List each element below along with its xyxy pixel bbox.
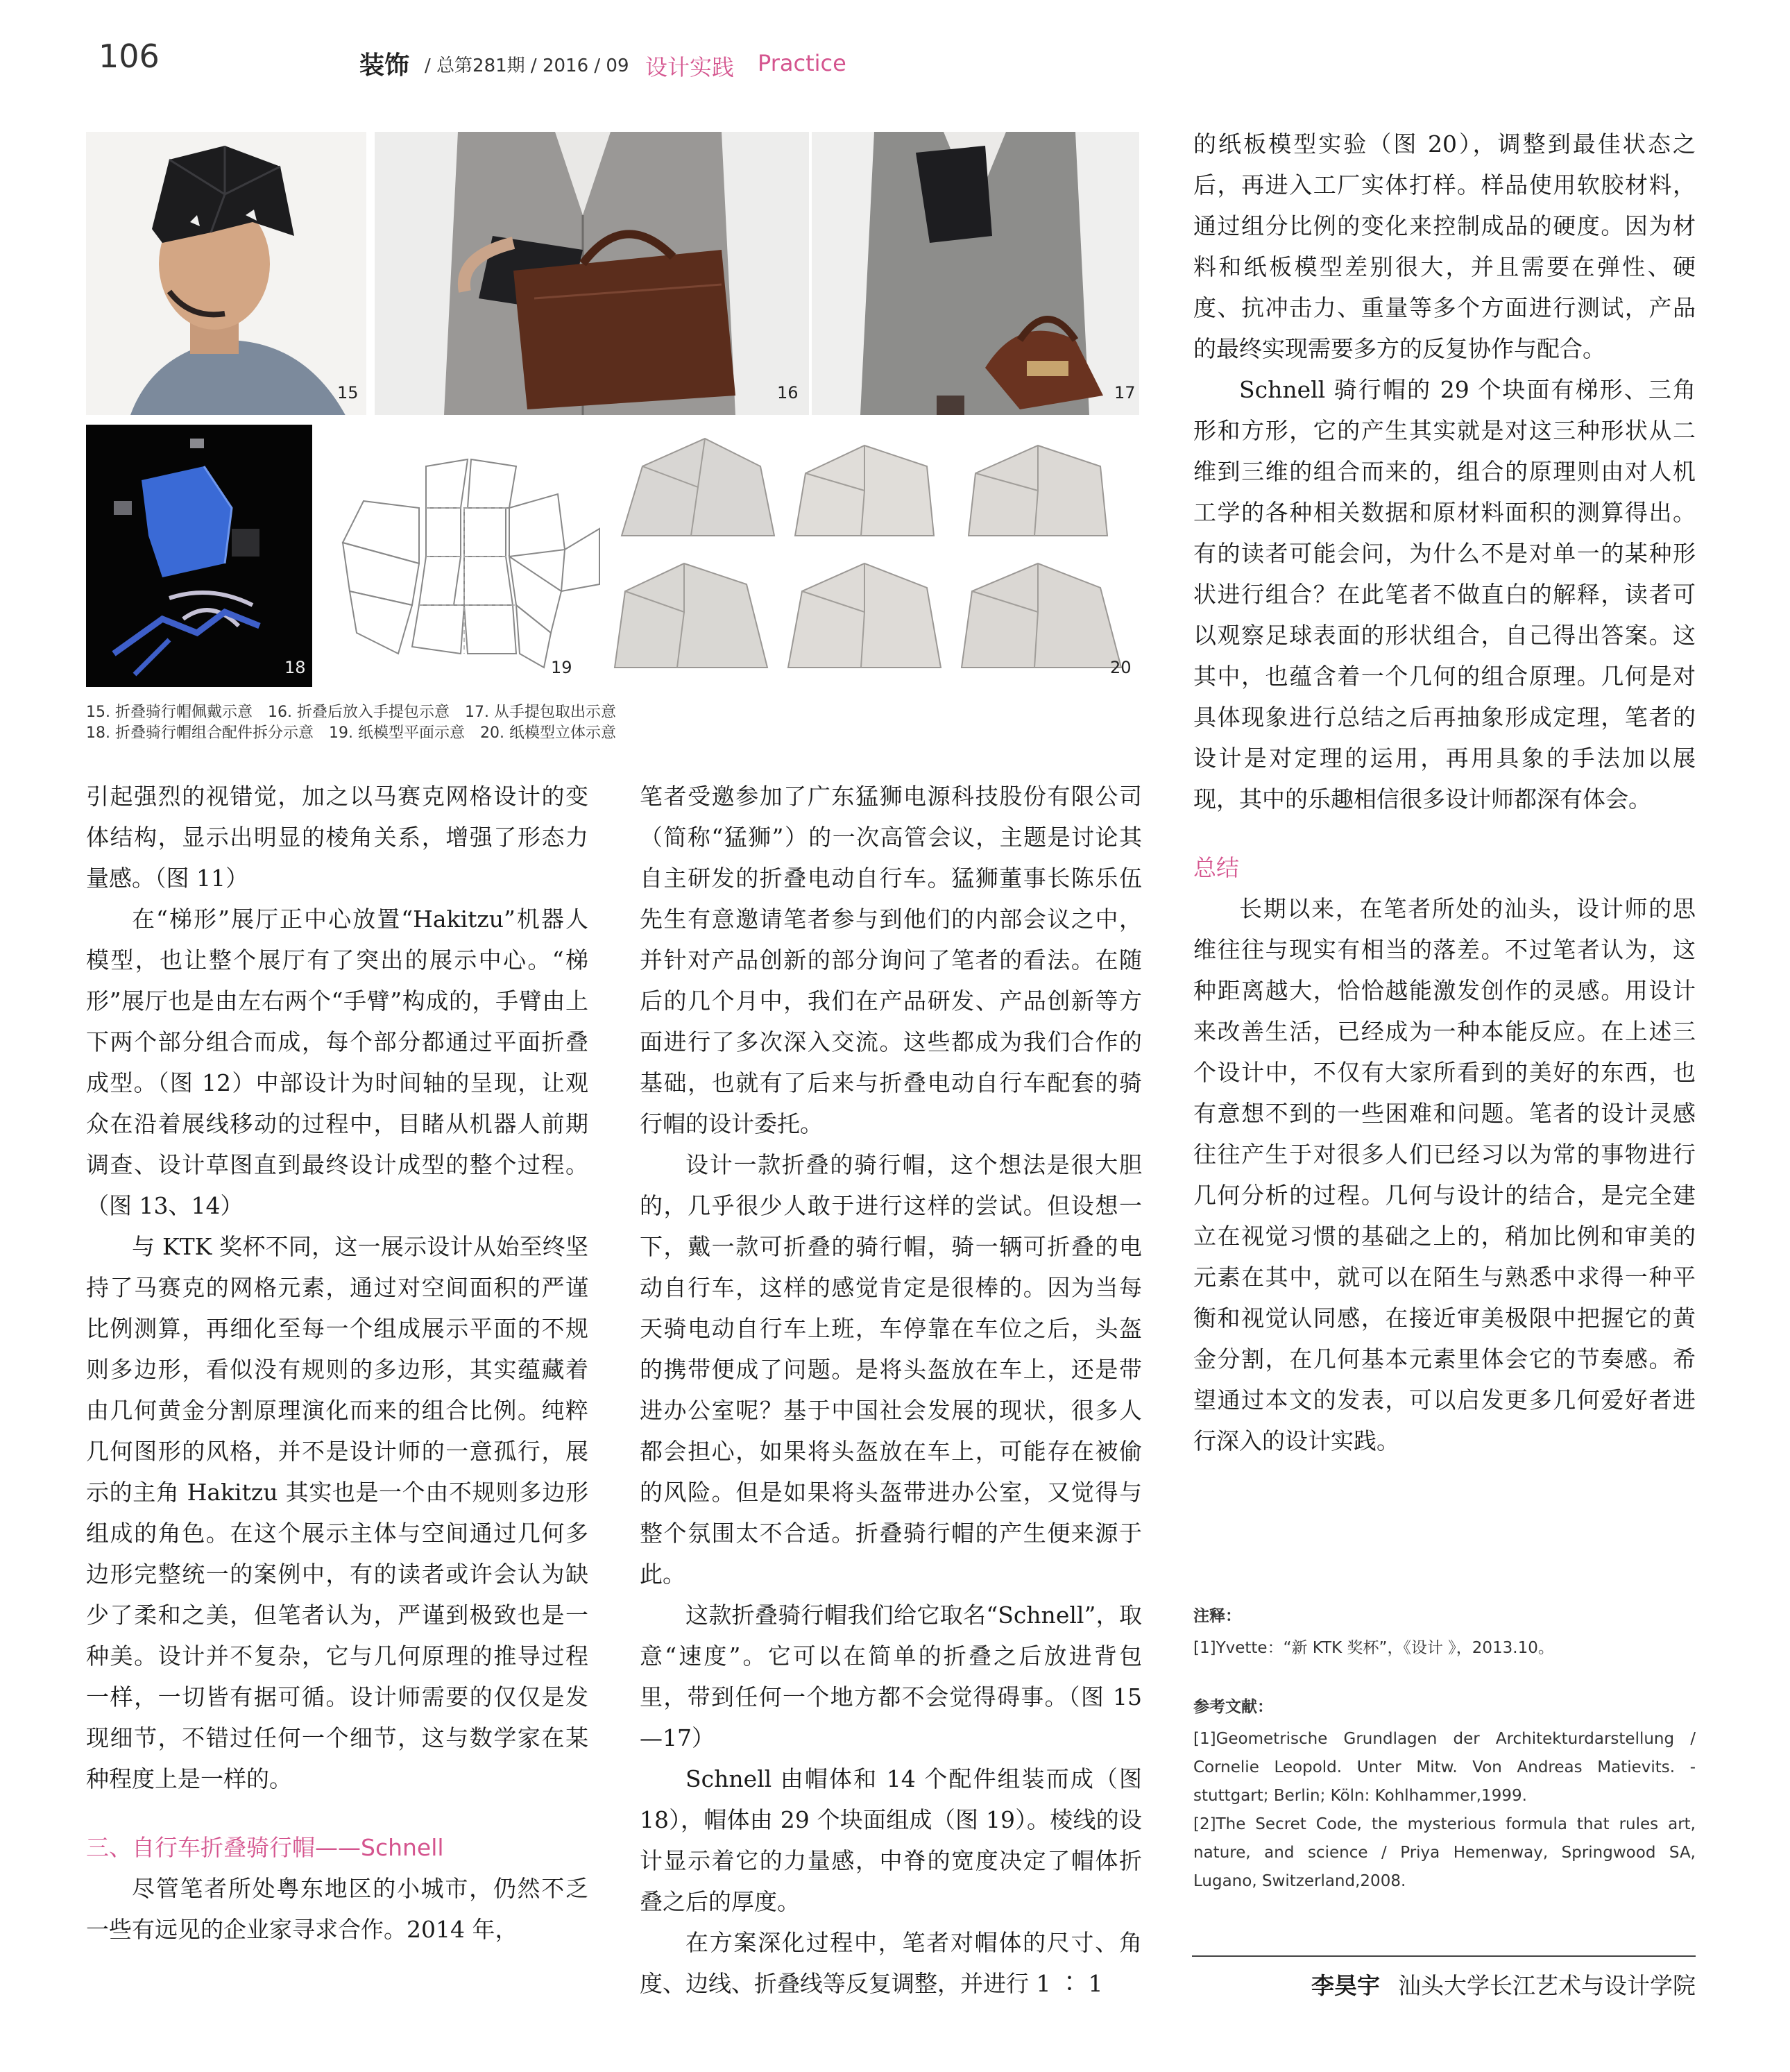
col3-paragraph-3: 长期以来，在笔者所处的汕头，设计师的思维往往与现实有相当的落差。不过笔者认为，这种距离越大，恰恰越能激发创作的灵感。用设计来改善生活，已经成为一种本能反应。在上述三个设计中，不仅有大家所看到的美好的东西，也有意想不到的一些困难和问题。笔者的设计灵感往往产生于对很多人们已经习以为常的事物进行几何分析的过程。几何与设计的结合，是完全建立在视觉习惯的基础之上的，稍加比例和审美的元素在其中，就可以在陌生与熟悉中求得一种平衡和视觉认同感，在接近审美极限中把握它的黄金分割，在几何基本元素里体会它的节奏感。希望通过本文的发表，可以启发更多几何爱好者进行深入的设计实践。: [1193, 895, 1696, 1454]
col3-paragraph-2: Schnell 骑行帽的 29 个块面有梯形、三角形和方形，它的产生其实就是对这三种形状从二维到三维的组合而来的，组合的原理则由对人机工学的各种相关数据和原材料面积的测算得出。有的读者可能会问，为什么不是对单一的某种形状进行组合？在此笔者不做直白的解释，读者可以观察足球表面的形状组合，自己得出答案。这其中，也蕴含着一个几何的组合原理。几何是对具体现象进行总结之后再抽象形成定理，笔者的设计是对定理的运用，再用具象的手法加以展现，其中的乐趣相信很多设计师都深有体会。: [1193, 376, 1696, 813]
issue-info: / 总第281期 / 2016 / 09: [425, 56, 629, 76]
section-heading-schnell: 三、自行车折叠骑行帽——Schnell: [86, 1834, 444, 1861]
paper-model-2: [795, 445, 934, 536]
author-byline: [1311, 1968, 1696, 2001]
byline-divider: [1192, 1955, 1696, 1957]
paper-models-illustration: [608, 425, 1146, 687]
figure-20-paper-models-photo: [608, 425, 1146, 687]
references-label: 参考文献：: [1193, 1698, 1273, 1716]
figure-15-helmet-wearing-photo: [86, 132, 366, 415]
figure-captions: [86, 702, 710, 744]
author-name: 李昊宇: [1311, 1972, 1380, 1999]
col3-paragraph-1: 的纸板模型实验（图 20），调整到最佳状态之后，再进入工厂实体打样。样品使用软胶材料，通过组分比例的变化来控制成品的硬度。因为材料和纸板模型差别很大，并且需要在弹性、硬度、抗冲击力、重量等多个方面进行测试，产品的最终实现需要多方的反复协作与配合。: [1193, 130, 1696, 362]
col1-paragraph-1: 引起强烈的视错觉，加之以马赛克网格设计的变体结构，显示出明显的棱角关系，增强了形态力量感。（图 11）: [86, 783, 588, 892]
col2-paragraph-3: 这款折叠骑行帽我们给它取名“Schnell”，取意“速度”。它可以在简单的折叠之后放进背包里，带到任何一个地方都不会觉得碍事。（图 15—17）: [640, 1602, 1142, 1751]
col2-paragraph-5: 在方案深化过程中，笔者对帽体的尺寸、角度、边线、折叠线等反复调整，并进行 1 ∶ 1: [640, 1929, 1142, 1997]
bag-remove-illustration: [812, 132, 1139, 415]
notes-label: 注释：: [1193, 1607, 1241, 1625]
col1-paragraph-4: 尽管笔者所处粤东地区的小城市，仍然不乏一些有远见的企业家寻求合作。2014 年，: [86, 1875, 588, 1943]
figure-16-putting-into-bag-photo: [375, 132, 809, 415]
figure-20-number: 20: [1110, 658, 1132, 677]
figure-18-number: 18: [284, 658, 306, 677]
figure-17-number: 17: [1114, 383, 1136, 402]
paper-model-6: [962, 563, 1121, 668]
paper-model-5: [788, 563, 941, 668]
text-column-2: [640, 776, 1142, 2004]
col1-paragraph-3: 与 KTK 奖杯不同，这一展示设计从始至终坚持了马赛克的网格元素，通过对空间面积的严谨比例测算，再细化至每一个组成展示平面的不规则多边形，看似没有规则的多边形，其实蕴藏着由几何黄金分割原理演化而来的组合比例。纯粹几何图形的风格，并不是设计师的一意孤行，展示的主角 Hakitzu 其实也是一个由不规则多边形组成的角色。在这个展示主体与空间通过几何多边形完整统一的案例中，有的读者或许会认为缺少了柔和之美，但笔者认为，严谨到极致也是一种美。设计并不复杂，它与几何原理的推导过程一样，一切皆有据可循。设计师需要的仅仅是发现细节，不错过任何一个细节，这与数学家在某种程度上是一样的。: [86, 1233, 588, 1792]
bag-insert-illustration: [375, 132, 809, 415]
text-column-3: [1193, 124, 1696, 1461]
figure-19-flat-pattern-diagram: [322, 425, 605, 687]
reference-2: [2]The Secret Code, the mysterious formula that rules art, nature, and science / Priya Hemenway, Springwood SA, Lugano, Switzerland,2008.: [1193, 1815, 1696, 1890]
figure-19-number: 19: [551, 658, 572, 677]
col2-paragraph-2: 设计一款折叠的骑行帽，这个想法是很大胆的，几乎很少人敢于进行这样的尝试。但设想一下，戴一款可折叠的骑行帽，骑一辆可折叠的电动自行车，这样的感觉肯定是很棒的。因为当每天骑电动自行车上班，车停靠在车位之后，头盔的携带便成了问题。是将头盔放在车上，还是带进办公室呢？基于中国社会发展的现状，很多人都会担心，如果将头盔放在车上，可能存在被偷的风险。但是如果将头盔带进办公室，又觉得与整个氛围太不合适。折叠骑行帽的产生便来源于此。: [640, 1151, 1142, 1588]
magazine-name: 装饰: [359, 51, 410, 80]
col2-paragraph-4: Schnell 由帽体和 14 个配件组装而成（图 18），帽体由 29 个块面组成（图 19）。棱线的设计显示着它的力量感，中脊的宽度决定了帽体折叠之后的厚度。: [640, 1765, 1142, 1915]
figure-16-number: 16: [777, 383, 799, 402]
references-block: [1193, 1694, 1696, 1896]
reference-1: [1]Geometrische Grundlagen der Architekturdarstellung / Cornelie Leopold. Unter Mitw. Von Andreas Matievits. - stuttgart; Berlin; Köln: Kohlhammer,1999.: [1193, 1730, 1696, 1805]
caption-line-1: 15. 折叠骑行帽佩戴示意 16. 折叠后放入手提包示意 17. 从手提包取出示意: [86, 704, 616, 721]
col1-paragraph-2: 在“梯形”展厅正中心放置“Hakitzu”机器人模型，也让整个展厅有了突出的展示中心。“梯形”展厅也是由左右两个“手臂”构成的，手臂由上下两个部分组合而成，每个部分都通过平面折叠成型。（图 12）中部设计为时间轴的呈现，让观众在沿着展线移动的过程中，目睹从机器人前期调查、设计草图直到最终设计成型的整个过程。（图 13、14）: [86, 906, 588, 1219]
caption-line-2: 18. 折叠骑行帽组合配件拆分示意 19. 纸模型平面示意 20. 纸模型立体示意: [86, 724, 616, 742]
paper-model-3: [969, 445, 1107, 536]
text-column-1: [86, 776, 588, 1950]
paper-model-1: [622, 439, 774, 536]
helmet-wearer-illustration: [86, 132, 366, 415]
figure-18-exploded-parts-render: [86, 425, 312, 687]
col2-paragraph-1: 笔者受邀参加了广东猛狮电源科技股份有限公司（简称“猛狮”）的一次高管会议，主题是讨论其自主研发的折叠电动自行车。猛狮董事长陈乐伍先生有意邀请笔者参与到他们的内部会议之中，并针对产品创新的部分询问了笔者的看法。在随后的几个月中，我们在产品研发、产品创新等方面进行了多次深入交流。这些都成为我们合作的基础，也就有了后来与折叠电动自行车配套的骑行帽的设计委托。: [640, 783, 1142, 1137]
figure-15-number: 15: [337, 383, 359, 402]
section-title-cn: 设计实践: [645, 54, 735, 80]
page-number: 106: [99, 37, 160, 75]
paper-model-4: [615, 563, 767, 668]
note-1: [1]Yvette：“新 KTK 奖杯”，《设计 》，2013.10。: [1193, 1639, 1554, 1657]
exploded-helmet-illustration: [86, 425, 312, 687]
flat-pattern-illustration: [322, 425, 605, 687]
author-affiliation: 汕头大学长江艺术与设计学院: [1398, 1972, 1696, 1999]
section-title-en: Practice: [758, 50, 846, 76]
notes-and-references: [1193, 1603, 1696, 1896]
section-heading-summary: 总结: [1193, 854, 1239, 881]
figure-17-taking-out-photo: [812, 132, 1139, 415]
